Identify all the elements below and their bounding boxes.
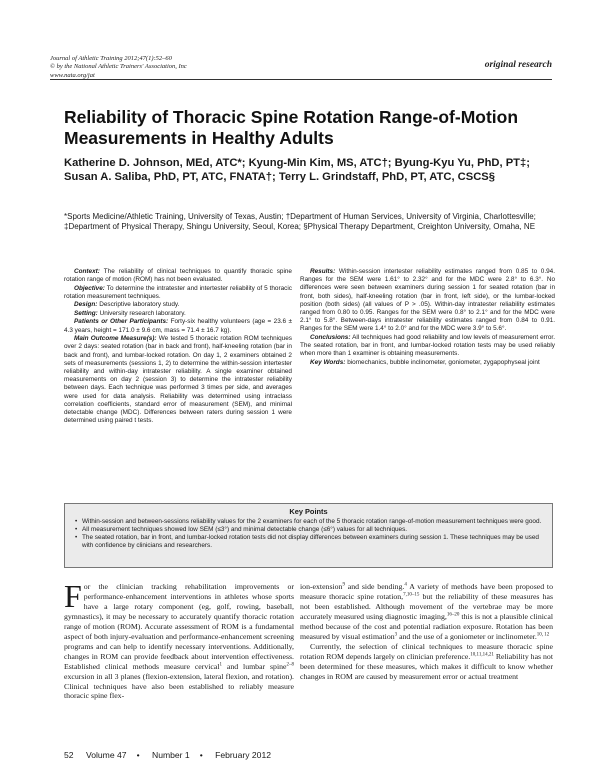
- citation-ref[interactable]: 10, 12: [536, 632, 550, 638]
- abstract-results: [300, 268, 555, 334]
- page-footer: [64, 750, 384, 760]
- key-points-title: Key Points: [289, 507, 328, 516]
- abstract-label: Key Words:: [310, 358, 346, 366]
- citation-ref[interactable]: 3: [394, 632, 398, 638]
- body-text: Currently, the selection of clinical techniques to measure thoracic spine rotation ROM depends largely on clinician preference.: [300, 641, 553, 661]
- body-column-left: [64, 578, 294, 701]
- abstract-text: The reliability of clinical techniques to quantify thoracic spine rotation range of motion (ROM) has not been evaluated.: [64, 268, 292, 284]
- body-text: Reliability has not been determined for these measures, which makes it difficult to know whether changes in ROM are caused by measurement error or actual treatment: [300, 651, 553, 681]
- author-affiliations: *Sports Medicine/Athletic Training, University of Texas, Austin; †Department of Human Services, University of Virginia, Charlottesville; ‡Department of Physical Therapy, Shingu University, Seoul, Korea; §Physical Therapy Department, Creighton University, Omaha, NE: [64, 212, 536, 232]
- paper-title: Reliability of Thoracic Spine Rotation Range-of-Motion Measurements in Healthy Adults: [64, 107, 519, 148]
- abstract-label: Objective:: [74, 284, 105, 292]
- journal-url-line[interactable]: www.nata.org/jat: [50, 71, 95, 79]
- abstract-text: biomechanics, bubble inclinometer, goniometer, zygapophyseal joint: [347, 358, 540, 366]
- body-text: and the use of a goniometer or inclinometer.: [397, 631, 537, 641]
- key-point-item: • Within-session and between-sessions reliability values for the 2 examiners for each of the 5 thoracic rotation range-of-motion measurement techniques were good.: [75, 518, 545, 526]
- page-number: 52: [64, 750, 74, 760]
- footer-issue: Number 1: [151, 750, 190, 760]
- abstract-conclusions: [300, 334, 555, 359]
- body-text: and side bending.: [344, 582, 405, 591]
- abstract-text: University research laboratory.: [99, 309, 186, 317]
- abstract-label: Design:: [74, 301, 98, 309]
- body-text: A variety of methods have been proposed to measure thoracic spine rotation,: [300, 582, 553, 601]
- abstract-participants: [64, 318, 292, 334]
- abstract-text: Forty-six healthy volunteers (age = 23.6 ± 4.3 years, height = 171.0 ± 9.6 cm, mass = 71.4 ± 16.7 kg).: [64, 318, 292, 334]
- header-divider: [50, 79, 552, 80]
- body-text: but the reliability of these measures has not been established. Although movement of the vertebrae may be more accurately measured using diagnostic imaging,: [300, 591, 553, 621]
- citation-ref[interactable]: 10,11,14,21: [470, 652, 494, 658]
- abstract-column-right: [300, 268, 555, 367]
- footer-separator: •: [136, 750, 140, 760]
- body-column-right: [300, 582, 553, 682]
- citation-ref[interactable]: 9: [342, 582, 345, 588]
- intro-paragraph-continued: [300, 582, 553, 642]
- footer-separator: •: [199, 750, 203, 760]
- citation-ref[interactable]: 2–8: [286, 662, 294, 668]
- abstract-label: Conclusions:: [310, 333, 351, 341]
- abstract-measures: [64, 335, 292, 425]
- abstract-label: Context:: [74, 268, 100, 275]
- body-text: or the clinician tracking rehabilitation improvements or performance-enhancement interventions in athletes whose sports have a large rotary component (eg, golf, rowing, baseball, gymnastics), it may be necessary to accurately quantify thoracic rotation range of motion (ROM). Accurate assessment of ROM is a fundamental aspect of both injury-evaluation and performance-enhancement screening programs and can help to identify necessary interventions. Additionally, changes in ROM can provide feedback about intervention effectiveness. Established clinical methods measure cervical: [64, 582, 294, 671]
- abstract-text: All techniques had good reliability and low levels of measurement error. The seated rotation, bar in front, and lumbar-locked rotation tests may be used reliably when more than 1 examiner is obtaining measurements.: [300, 333, 555, 358]
- key-points-box: [64, 503, 553, 568]
- abstract-context: [64, 268, 292, 284]
- citation-ref[interactable]: 7,10–15: [403, 592, 420, 598]
- abstract-text: We tested 5 thoracic rotation ROM techniques over 2 days: seated rotation (bar in back and front), half-kneeling rotation (bar in back and front), and lumbar-locked rotation. On day 1, 2 examiners obtained 2 sets of measurements (sessions 1, 2) to determine the within-session intertester reliability and within-day intratester reliability. A single examiner obtained measurements on day 2 (session 3) to determine the intratester reliability between days. Each technique was performed 3 times per side, and averages were used for data analysis. Reliability was determined using intraclass correlation coefficients, standard error of measurement (SEM), and minimal detectable change (MDC). Differences between raters during session 1 were determined using paired t tests.: [64, 335, 292, 425]
- author-list: Katherine D. Johnson, MEd, ATC*; Kyung-Min Kim, MS, ATC†; Byung-Kyu Yu, PhD, PT‡; Susan A. Saliba, PhD, PT, ATC, FNATA†; Terry L. Grindstaff, PhD, PT, ATC, CSCS§: [64, 157, 530, 183]
- journal-citation-line: Journal of Athletic Training 2012;47(1):52–60: [50, 55, 172, 62]
- section-label: original research: [484, 60, 552, 70]
- abstract-setting: [64, 310, 292, 318]
- abstract-text: Descriptive laboratory study.: [99, 301, 180, 309]
- abstract-column-left: [64, 268, 292, 426]
- abstract-design: [64, 301, 292, 309]
- body-text: ion-extension: [300, 582, 343, 591]
- citation-ref[interactable]: 4: [404, 582, 407, 588]
- key-point-item: • The seated rotation, bar in front, and lumbar-locked rotation tests did not display differences between examiners during session 1. These techniques may be used with confidence by clinicians and researchers.: [75, 534, 545, 550]
- abstract-objective: [64, 285, 292, 301]
- abstract-label: Main Outcome Measure(s):: [74, 335, 157, 343]
- body-text: this is not a plausible clinical method because of the cost and potential radiation exposure. Rotation has been measured by visual estimation: [300, 611, 553, 641]
- journal-copyright-line: © by the National Athletic Trainers' Association, Inc: [50, 63, 187, 71]
- body-text: excursion in all 3 planes (flexion-extension, lateral flexion, and rotation). Clinical techniques have also been established to reliably measure thoracic spine flex-: [64, 671, 294, 701]
- key-points-list: [75, 518, 545, 551]
- abstract-keywords: [300, 359, 555, 367]
- footer-date: February 2012: [215, 750, 272, 760]
- abstract-text: To determine the intratester and intertester reliability of 5 thoracic rotation measurement techniques.: [64, 284, 292, 300]
- footer-volume: Volume 47: [85, 750, 127, 760]
- drop-cap: F: [64, 578, 82, 614]
- key-point-item: • All measurement techniques showed low SEM (≤3°) and minimal detectable change (≤6°) values for all techniques.: [75, 526, 545, 534]
- body-paragraph: [300, 642, 553, 682]
- abstract-label: Patients or Other Participants:: [74, 318, 169, 326]
- abstract-text: Within-session intertester reliability estimates ranged from 0.85 to 0.94. Ranges for the SEM were 1.61° to 2.32° and for the MDC were 2.8° to 6.3°. No differences were seen between examiners during session 1 for seated rotation (bar in front, both sides), half-kneeling rotation (bar in front, left side), or the lumbar-locked position (both sides) (all values of P > .05). Within-day intratester reliability estimates ranged from 0.80 to 0.95. Ranges for the SEM were 0.8° to 2.1° and for the MDC were 2.1° to 5.8°. Between-days intratester reliability estimates ranged from 0.84 to 0.91. Ranges for the SEM were 1.4° to 2.0° and for the MDC were 3.9° to 5.6°.: [300, 268, 555, 333]
- intro-paragraph: [64, 578, 294, 701]
- journal-citation: [50, 55, 380, 80]
- abstract-label: Setting:: [74, 309, 98, 317]
- body-text: and lumbar spine: [222, 661, 287, 671]
- citation-ref[interactable]: 1: [219, 662, 223, 668]
- abstract-label: Results:: [310, 268, 336, 275]
- citation-ref[interactable]: 16–20: [446, 612, 460, 618]
